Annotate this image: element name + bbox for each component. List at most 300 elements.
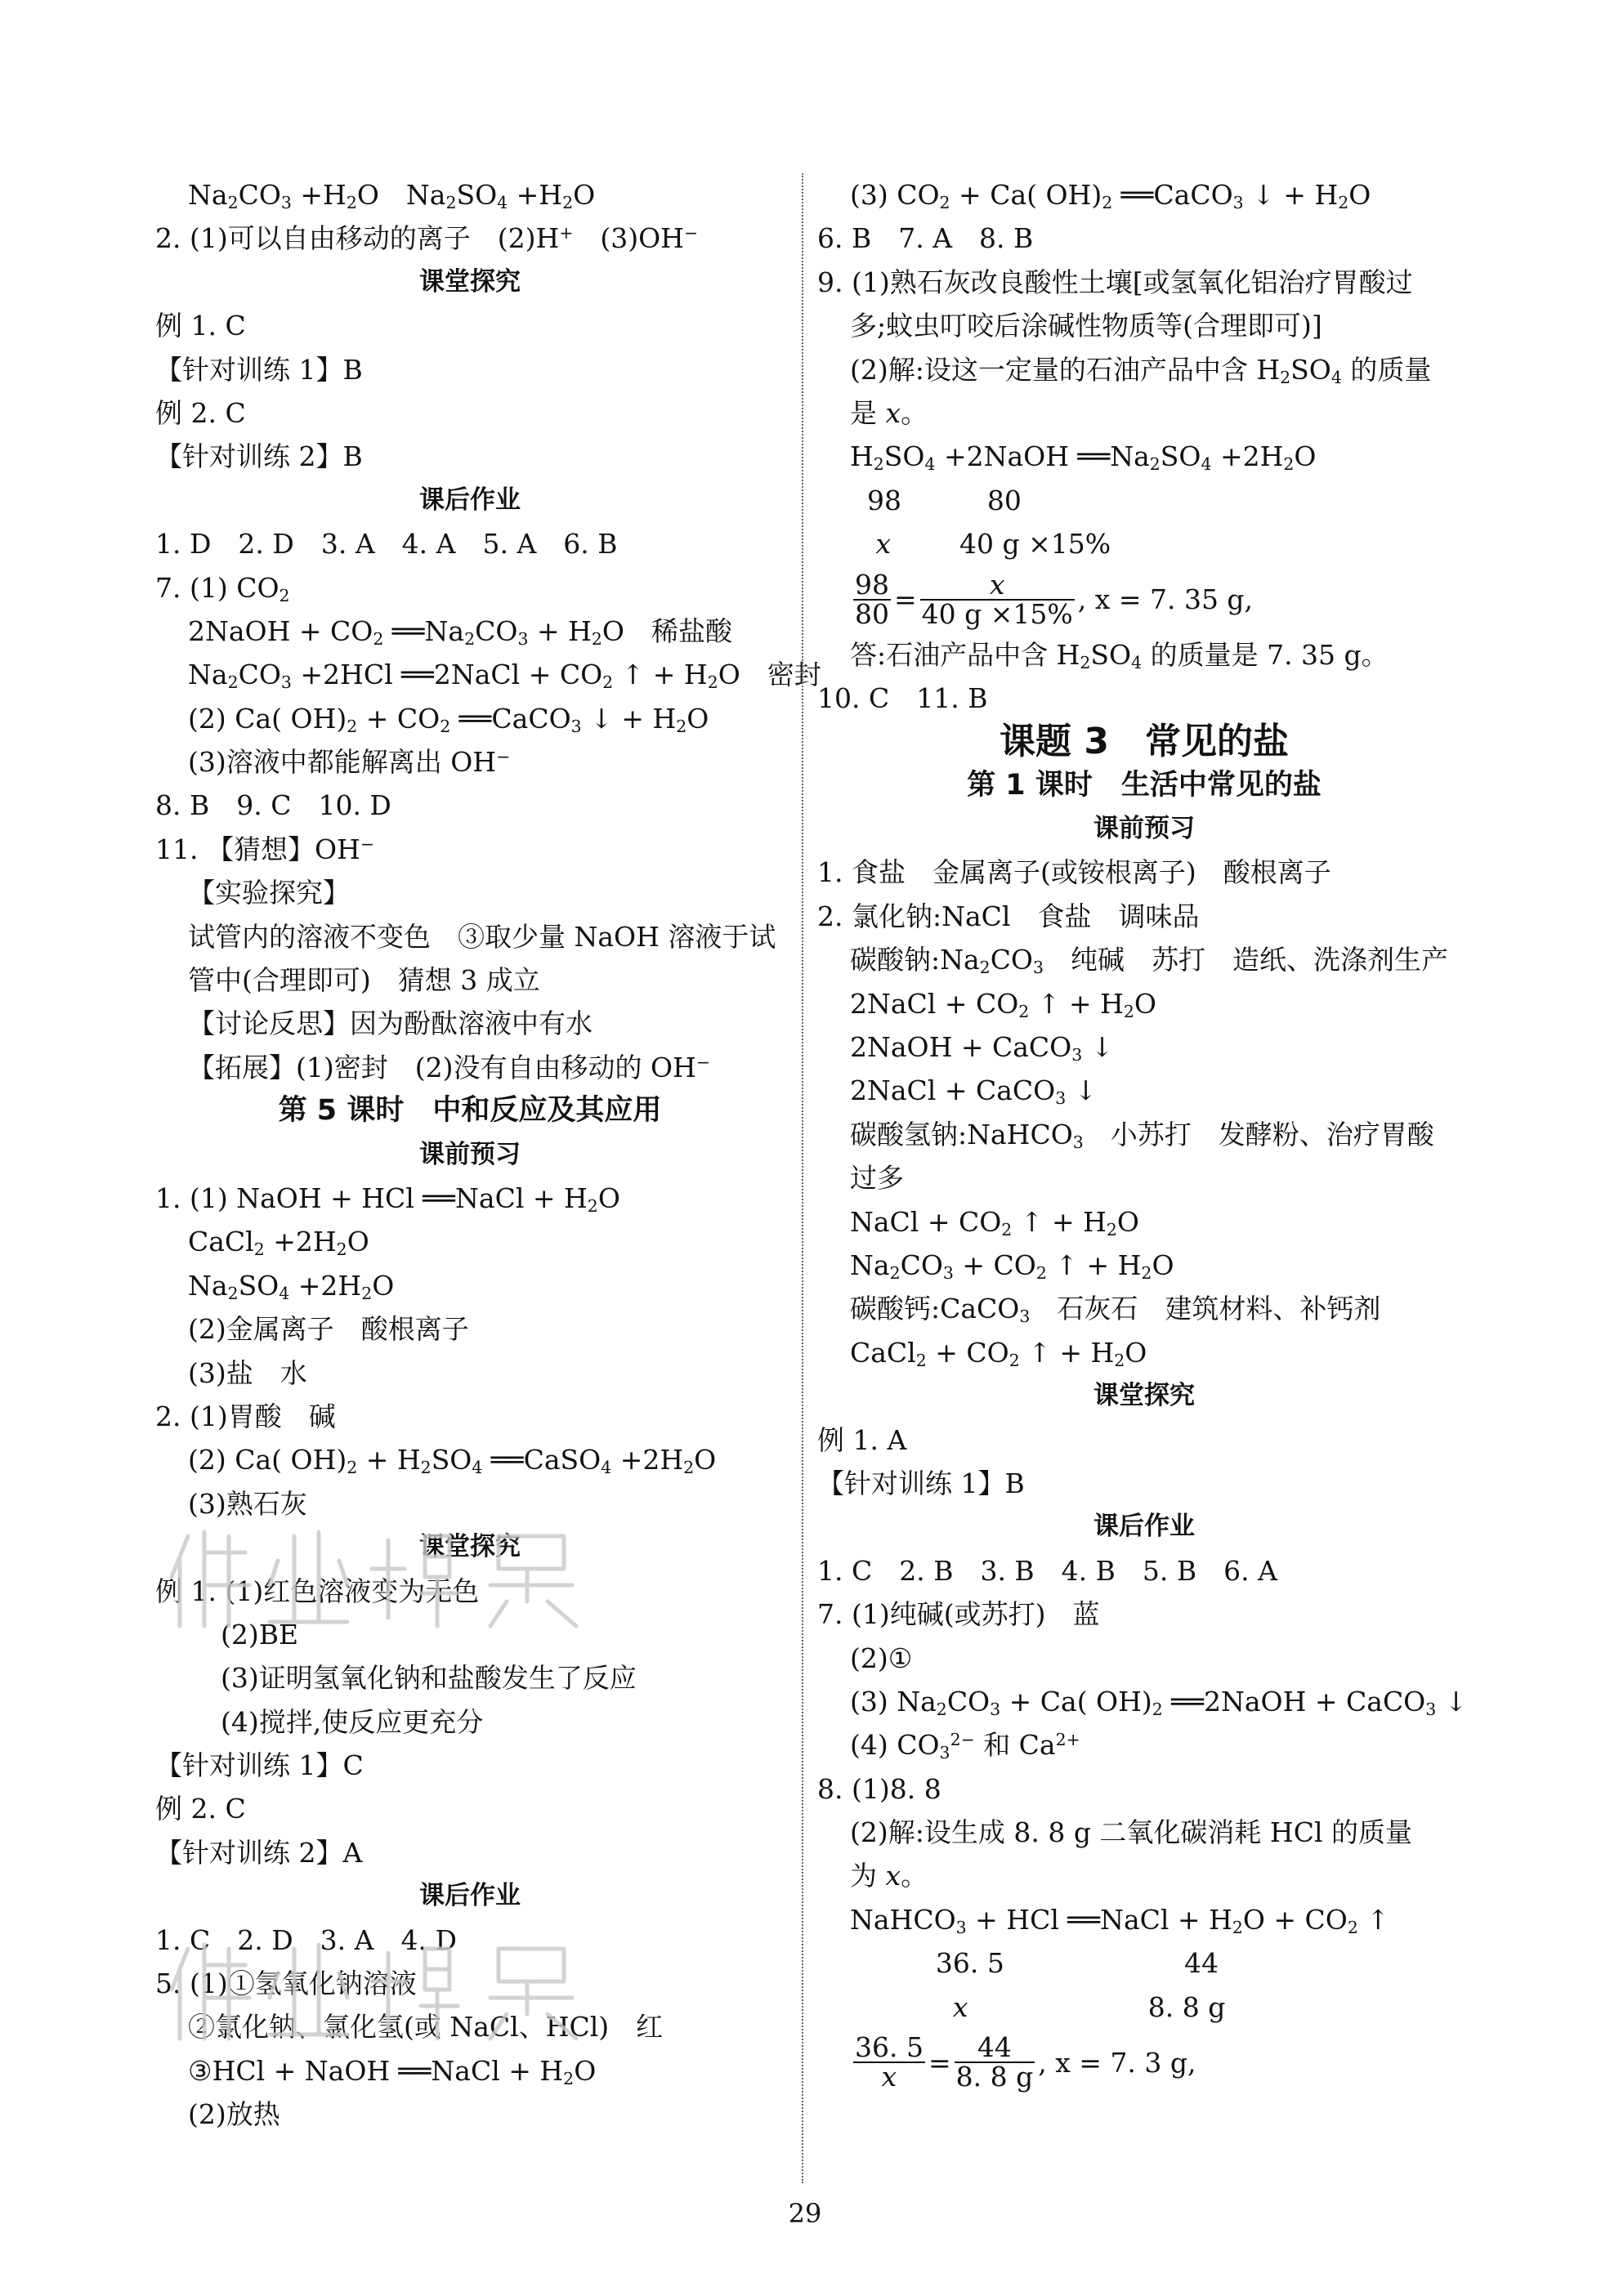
text-run: 2NaOH + CaCO [850,1031,1072,1064]
answer-line [155,2049,785,2093]
text-run: 2NaCl + CO [850,987,1019,1020]
text-run: 9. (1)熟石灰改良酸性土壤[或氢氧化铝治疗胃酸过 [817,266,1413,298]
subscript: 2 [1001,1219,1013,1240]
text-run: 7. (1) CO [155,571,280,604]
subscript: 2 [227,193,239,213]
answer-line [817,1767,1471,1811]
text-run: 小苏打 发酵粉、治疗胃酸 [1083,1118,1434,1150]
answer-line [817,1287,1471,1330]
text-run: 【针对训练 1】B [817,1467,1025,1499]
answer-line [155,304,785,347]
text-run: (2) Ca( OH) [188,702,347,735]
fraction [853,2031,925,2093]
answer-line [817,938,1471,981]
text-run: 答:石油产品中含 H [850,638,1080,671]
text-run: SO [456,179,498,211]
text-run: ══CaCO [1112,179,1233,211]
subscript: 2 [676,716,687,736]
text-run: (2)解:设这一定量的石油产品中含 H [850,353,1281,386]
text-run: 5. (1)①氢氧化钠溶液 [155,1968,417,2000]
answer-line [817,261,1471,304]
text-run: 8. 8 g [968,1990,1226,2023]
subscript: 2 [253,1240,265,1260]
subscript: 3 [1071,1045,1083,1065]
superscript: − [695,1052,710,1072]
variable-text: x [875,528,892,561]
subscript: 2 [915,1350,927,1370]
fraction-numerator: 36. 5 [855,2031,924,2064]
text-run: + HCl ══NaCl + H [966,1903,1232,1936]
subscript: 2 [1035,1263,1047,1284]
text-run: ③HCl + NaOH ══NaCl + H [188,2054,564,2087]
subscript: 2 [939,193,950,213]
subscript: 2 [1347,1917,1358,1937]
answer-line [817,1244,1471,1287]
subscript: 3 [280,672,292,693]
subscript: 3 [955,1917,967,1937]
answer-line [817,435,1471,478]
section-heading [155,1874,785,1918]
answer-line [155,697,785,740]
text-run: 课后作业 [1093,1512,1195,1542]
text-run: 石灰石 建筑材料、补钙剂 [1030,1293,1381,1325]
text-run: O [574,2054,597,2087]
answer-line [155,1919,785,1962]
answer-line [155,1570,785,1613]
subscript: 2 [279,585,290,605]
subscript: 2 [227,1283,239,1303]
answer-line [155,740,785,784]
text-run: +2HCl ══2NaCl + CO [291,659,603,691]
text-run: CaCl [850,1336,916,1369]
text-run: 。 [901,1860,928,1892]
answer-line [817,1723,1471,1767]
subscript: 2 [936,1700,947,1719]
text-run: +2H [264,1226,337,1258]
answer-line [817,851,1471,894]
text-run: (3) CO [850,179,940,211]
text-run: 2NaCl + CaCO [850,1074,1056,1107]
subscript: 2 [562,193,574,213]
page-number: 29 [788,2198,822,2229]
answer-line [155,391,785,435]
text-run: SO [1290,353,1331,386]
fraction [955,2031,1035,2093]
text-run: CO [238,659,281,691]
text-run: O + CO [1242,1903,1348,1936]
text-run: ↓ [1082,1031,1114,1064]
subscript: 2 [1283,454,1295,475]
equation-result: , x = 7. 3 g, [1038,2046,1196,2079]
subscript: 2 [979,958,991,978]
answer-line [817,1331,1471,1374]
text-run: (2)放热 [188,2098,280,2131]
subscript: 2 [1008,1350,1020,1370]
text-run: 例 1. (1)红色溶液变为无色 [155,1575,480,1607]
text-run: ↑ [1357,1903,1390,1936]
answer-line [155,1700,785,1744]
lesson-heading [817,764,1471,807]
subscript: 2 [889,1263,901,1284]
subscript: 2 [1080,652,1091,672]
text-run: 例 1. C [155,310,246,342]
text-run: SO [431,1444,472,1476]
subscript: 2 [440,716,451,736]
subscript: 4 [1201,454,1212,475]
subscript: 2 [1152,1700,1163,1719]
answer-line [817,1549,1471,1592]
text-run: 过多 [850,1162,904,1195]
text-run: ↓ + H [581,702,677,735]
text-run: O [1125,1336,1147,1369]
subscript: 3 [1019,1307,1031,1327]
text-run: 课后作业 [419,485,521,515]
text-run: 碳酸钙:CaCO [850,1293,1020,1325]
equation-result: , x = 7. 35 g, [1077,583,1254,616]
answer-line [817,1854,1471,1897]
subscript: 4 [497,193,508,213]
superscript: − [360,833,374,854]
answer-line [817,1418,1471,1462]
text-run: + H [528,614,592,647]
text-run: (4) CO [850,1729,940,1762]
text-run: + CO [357,702,441,735]
text-run: CaCl [188,1226,254,1258]
text-run: +2NaOH ══Na [935,440,1150,473]
section-heading [155,261,785,304]
subscript: 2 [464,629,476,650]
text-run: 2. 氯化钠:NaCl 食盐 调味品 [817,900,1200,932]
text-run: 40 g ×15% [891,528,1111,561]
text-run: + H [357,1444,421,1476]
subscript: 2 [1338,193,1349,213]
answer-line [155,1656,785,1700]
text-run: O Na [356,179,446,211]
answer-line [817,1156,1471,1199]
subscript: 2 [587,1196,598,1217]
text-run: (2)金属离子 酸根离子 [188,1313,469,1346]
fraction-denominator: 40 g ×15% [921,597,1073,630]
text-run: 【针对训练 2】B [155,440,363,473]
text-run: (3)OH [573,222,684,255]
fraction-row [850,566,1471,633]
text-run: 例 2. C [155,396,246,429]
subscript: 2 [347,716,358,736]
section-heading [817,1505,1471,1548]
text-run: SO [238,1269,280,1302]
answer-line [155,1220,785,1263]
text-run: (3) Na [850,1685,937,1718]
answer-line [817,217,1471,260]
section-heading [155,1133,785,1177]
subscript: 3 [1232,193,1244,213]
answer-line [817,982,1471,1025]
answer-line [817,522,1471,565]
text-run: 1. 食盐 金属离子(或铵根离子) 酸根离子 [817,856,1331,889]
topic-heading [817,720,1471,763]
answer-line [155,1831,785,1874]
text-run: (3)证明氢氧化钠和盐酸发生了反应 [221,1662,637,1695]
text-run: 36. 5 44 [850,1947,1219,1980]
text-run: 2. (1)可以自由移动的离子 (2)H [155,222,560,255]
text-run: + Ca( OH) [1000,1685,1152,1718]
text-run: (2)① [850,1642,913,1674]
lesson-heading [155,1089,785,1132]
subscript: 4 [279,1283,290,1303]
answer-line [817,1680,1471,1723]
answer-line [155,915,785,958]
text-run: O [573,179,596,211]
text-run: 1. D 2. D 3. A 4. A 5. A 6. B [155,528,618,561]
left-column [155,173,821,2137]
subscript: 2 [683,1458,695,1478]
subscript: 2 [373,629,384,650]
superscript: + [559,223,574,243]
equals-sign: = [928,2046,951,2079]
text-run: 的质量 [1341,353,1432,386]
text-run: ↑ + H [613,659,708,691]
text-run: SO [1160,440,1201,473]
subscript: 3 [990,1700,1001,1719]
subscript: 3 [570,716,582,736]
subscript: 2 [1123,1001,1134,1021]
text-run: 【针对训练 1】C [155,1749,364,1782]
superscript: − [496,746,511,766]
subscript: 2 [445,193,457,213]
subscript: 2 [1114,1350,1125,1370]
subscript: 2 [420,1458,432,1478]
text-run: +H [291,179,347,211]
text-run: ══Na [383,614,465,647]
text-run: 8. B 9. C 10. D [155,789,391,822]
text-run: 。 [901,396,928,429]
answer-line [155,348,785,391]
answer-line [817,1592,1471,1636]
subscript: 2 [1141,1263,1152,1284]
text-run: 多;蚊虫叮咬后涂碱性物质等(合理即可)] [850,310,1322,342]
answer-line [155,784,785,827]
text-run: 8. (1)8. 8 [817,1772,941,1805]
text-run: O [1152,1249,1174,1281]
section-heading [817,1374,1471,1418]
text-run: 10. C 11. B [817,681,988,714]
answer-line [817,1898,1471,1941]
text-run: O [1116,1205,1139,1238]
text-run [850,1991,953,2023]
answer-line [155,217,785,260]
text-run: (3)熟石灰 [188,1487,307,1520]
answer-line [817,1069,1471,1112]
text-run: O [347,1226,369,1258]
fraction-denominator: 8. 8 g [955,2061,1034,2093]
text-run: 【针对训练 2】A [155,1836,363,1869]
answer-line [817,1811,1471,1854]
fraction-numerator: 98 [855,568,889,601]
right-column [817,173,1471,2096]
text-run: CO [990,944,1033,976]
answer-line [817,1986,1471,2029]
fraction-equation [817,566,1471,633]
text-run: CO [946,1685,991,1718]
text-run: 第 5 课时 中和反应及其应用 [278,1094,662,1128]
subscript: 2 [347,1458,358,1478]
subscript: 2 [346,193,357,213]
answer-line [155,1787,785,1830]
subscript: 4 [472,1458,483,1478]
subscript: 2 [227,672,239,693]
text-run: 【拓展】(1)密封 (2)没有自由移动的 OH [188,1051,696,1083]
fraction-row [850,2029,1471,2096]
text-run: ②氯化钠、氯化氢(或 NaCl、HCl) 红 [188,2011,664,2044]
answer-line [817,1200,1471,1244]
text-run: 课后作业 [419,1881,521,1911]
answer-line [155,1482,785,1525]
text-run: ↑ + H [1029,987,1124,1020]
subscript: 4 [1131,652,1143,672]
text-run: (2)BE [221,1618,299,1651]
text-run: 1. (1) NaOH + HCl ══NaCl + H [155,1182,588,1214]
answer-line [155,1351,785,1395]
text-run: 课前预习 [419,1139,521,1169]
text-run: 试管内的溶液不变色 ③取少量 NaOH 溶液于试 [188,920,776,953]
text-run: O [1134,987,1156,1020]
text-run: ↓ + H [1243,179,1339,211]
answer-line [155,1395,785,1438]
answer-line [817,677,1471,720]
answer-line [155,1613,785,1656]
subscript: 2 [1102,193,1113,213]
answer-line [155,1744,785,1787]
text-run: 2. (1)胃酸 碱 [155,1400,336,1432]
text-run: Na [850,1249,890,1281]
subscript: 3 [942,1263,954,1284]
text-run: 第 1 课时 生活中常见的盐 [967,768,1322,802]
superscript: − [683,223,699,243]
text-run: O [372,1269,395,1302]
answer-line [817,391,1471,435]
answer-line [817,1113,1471,1156]
text-run: (4)搅拌,使反应更充分 [221,1705,484,1738]
text-run: 课堂探究 [419,1532,521,1562]
text-run: 【讨论反思】因为酚酞溶液中有水 [188,1007,593,1040]
answer-line [155,522,785,565]
text-run: NaHCO [850,1903,956,1936]
text-run: 课堂探究 [1093,1381,1195,1411]
answer-line [817,1025,1471,1069]
text-run: +2H [611,1444,684,1476]
text-run: + CO [926,1336,1009,1369]
subscript: 2 [1106,1219,1117,1240]
subscript: 2 [563,2068,575,2088]
variable-text: x [952,1990,968,2023]
text-run: (2) Ca( OH) [188,1444,347,1476]
subscript: 2 [873,454,884,475]
subscript: 3 [517,629,529,650]
text-run: H [850,440,874,473]
answer-line [155,1264,785,1307]
subscript: 3 [1055,1088,1067,1109]
section-heading [155,1525,785,1569]
subscript: 2 [361,1283,373,1303]
column-divider [802,173,803,2183]
text-run: (3)盐 水 [188,1356,307,1389]
text-run: 【针对训练 1】B [155,353,363,386]
answer-line [155,1002,785,1045]
text-run: 例 1. A [817,1423,907,1456]
text-run: 6. B 7. A 8. B [817,222,1034,255]
fraction-denominator: 80 [855,597,889,630]
text-run: Na [188,1269,228,1302]
text-run: ══CaSO [482,1444,602,1476]
variable-text: x [885,1860,901,1892]
text-run: O [597,1182,620,1214]
answer-line [155,958,785,1002]
superscript: 2− [950,1730,975,1750]
text-run: +H [508,179,563,211]
answer-line [155,435,785,478]
answer-line [155,1177,785,1220]
subscript: 2 [602,672,614,693]
text-run: +2H [289,1269,362,1302]
text-run: O [686,702,709,735]
superscript: 2+ [1055,1730,1080,1750]
text-run: 98 80 [850,484,1022,516]
subscript: 3 [939,1743,950,1763]
text-run: (2)解:设生成 8. 8 g 二氧化碳消耗 HCl 的质量 [850,1816,1412,1849]
text-run [850,528,875,560]
answer-line [817,1637,1471,1680]
answer-line [155,566,785,610]
text-run: 的质量是 7. 35 g。 [1142,638,1389,671]
text-run: +2H [1211,440,1284,473]
subscript: 2 [591,629,602,650]
text-run: 为 [850,1860,886,1892]
text-run: 是 [850,396,886,429]
text-run: Na [188,659,228,691]
text-run: 例 2. C [155,1793,246,1825]
subscript: 2 [707,672,718,693]
answer-line [155,2093,785,2136]
text-run: ══CaCO [450,702,571,735]
answer-line [817,1462,1471,1505]
text-run: 1. C 2. B 3. B 4. B 5. B 6. A [817,1554,1277,1587]
answer-line [817,479,1471,522]
answer-line [155,653,821,696]
subscript: 3 [1072,1132,1084,1152]
text-run: CO [238,179,281,211]
text-run: 2NaOH + CO [188,614,373,647]
answer-line [155,1962,785,2005]
answer-line [817,304,1471,347]
text-run: ↑ + H [1012,1205,1107,1238]
text-run: 7. (1)纯碱(或苏打) 蓝 [817,1598,1100,1631]
subscript: 2 [1280,367,1291,387]
subscript: 3 [280,193,292,213]
text-run: SO [883,440,925,473]
subscript: 2 [1018,1001,1030,1021]
text-run: 碳酸钠:Na [850,944,980,976]
text-run: O [1294,440,1317,473]
text-run: NaCl + CO [850,1205,1002,1238]
fraction [853,568,891,630]
fraction-denominator: x [881,2061,897,2093]
section-heading [155,479,785,522]
equals-sign: = [894,583,917,616]
text-run: 管中(合理即可) 猜想 3 成立 [188,964,540,997]
text-run: ↑ + H [1019,1336,1115,1369]
section-heading [817,807,1471,851]
subscript: 2 [1149,454,1161,475]
